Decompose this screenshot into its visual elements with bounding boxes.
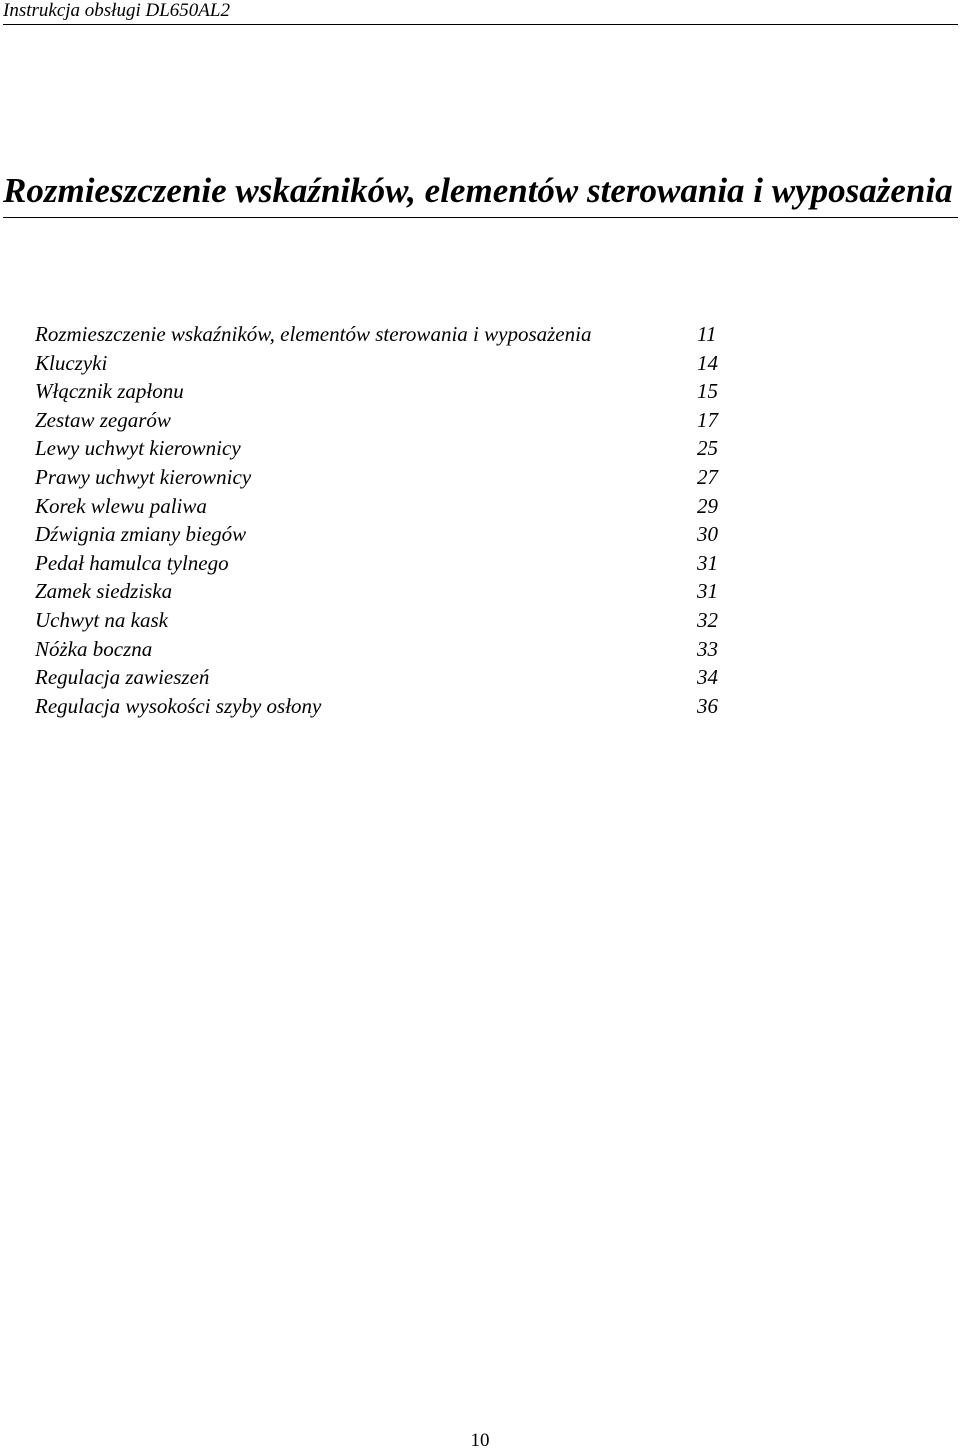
- toc-entry-page: 31: [697, 550, 718, 575]
- toc-entry-page: 32: [697, 607, 718, 632]
- toc-entry-page: 29: [697, 493, 718, 518]
- toc-entry-label: Regulacja zawieszeń: [35, 665, 210, 690]
- toc-entry-label: Dźwignia zmiany biegów: [35, 522, 247, 547]
- toc-entry[interactable]: [35, 492, 735, 521]
- toc-entry-label: Kluczyki: [35, 350, 108, 375]
- toc-entry[interactable]: [35, 434, 735, 463]
- toc-entry[interactable]: [35, 692, 735, 721]
- toc-entry-page: 31: [697, 579, 718, 604]
- toc-entry-label: Pedał hamulca tylnego: [35, 550, 229, 575]
- toc-entry[interactable]: [35, 463, 735, 492]
- running-header: Instrukcja obsługi DL650AL2: [3, 0, 958, 25]
- toc-entry-page: 17: [697, 407, 718, 432]
- toc-entry-label: Włącznik zapłonu: [35, 379, 184, 404]
- toc-entry[interactable]: [35, 577, 735, 606]
- toc-entry-label: Uchwyt na kask: [35, 607, 168, 632]
- toc-entry-label: Lewy uchwyt kierownicy: [35, 436, 241, 461]
- toc-entry-label: Zamek siedziska: [35, 579, 173, 604]
- toc-entry-page: 36: [697, 693, 718, 718]
- toc-entry-label: Korek wlewu paliwa: [35, 493, 207, 518]
- toc-entry-page: 30: [697, 522, 718, 547]
- toc-entry[interactable]: [35, 320, 735, 349]
- page-number: 10: [470, 1430, 490, 1451]
- toc-entry-label: Regulacja wysokości szyby osłony: [35, 693, 322, 718]
- toc-entry-page: 14: [697, 350, 718, 375]
- toc-entry[interactable]: [35, 606, 735, 635]
- toc-entry-label: Zestaw zegarów: [35, 407, 171, 432]
- toc-entry[interactable]: [35, 635, 735, 664]
- section-title: Rozmieszczenie wskaźników, elementów sterowania i wyposażenia: [3, 168, 958, 218]
- toc-entry[interactable]: [35, 549, 735, 578]
- toc-entry-page: 25: [697, 436, 718, 461]
- toc-entry-page: 15: [697, 379, 718, 404]
- table-of-contents: [35, 320, 735, 720]
- toc-entry-label: Prawy uchwyt kierownicy: [35, 464, 252, 489]
- toc-entry[interactable]: [35, 663, 735, 692]
- toc-entry-page: 33: [697, 636, 718, 661]
- toc-entry-page: 27: [697, 464, 718, 489]
- toc-entry[interactable]: [35, 349, 735, 378]
- toc-entry[interactable]: [35, 406, 735, 435]
- toc-entry-page: 11: [697, 322, 717, 346]
- toc-entry[interactable]: [35, 377, 735, 406]
- toc-entry-label: Rozmieszczenie wskaźników, elementów sterowania i wyposażenia: [35, 322, 592, 346]
- toc-entry-label: Nóżka boczna: [35, 636, 153, 661]
- toc-entry[interactable]: [35, 520, 735, 549]
- toc-entry-page: 34: [697, 665, 718, 690]
